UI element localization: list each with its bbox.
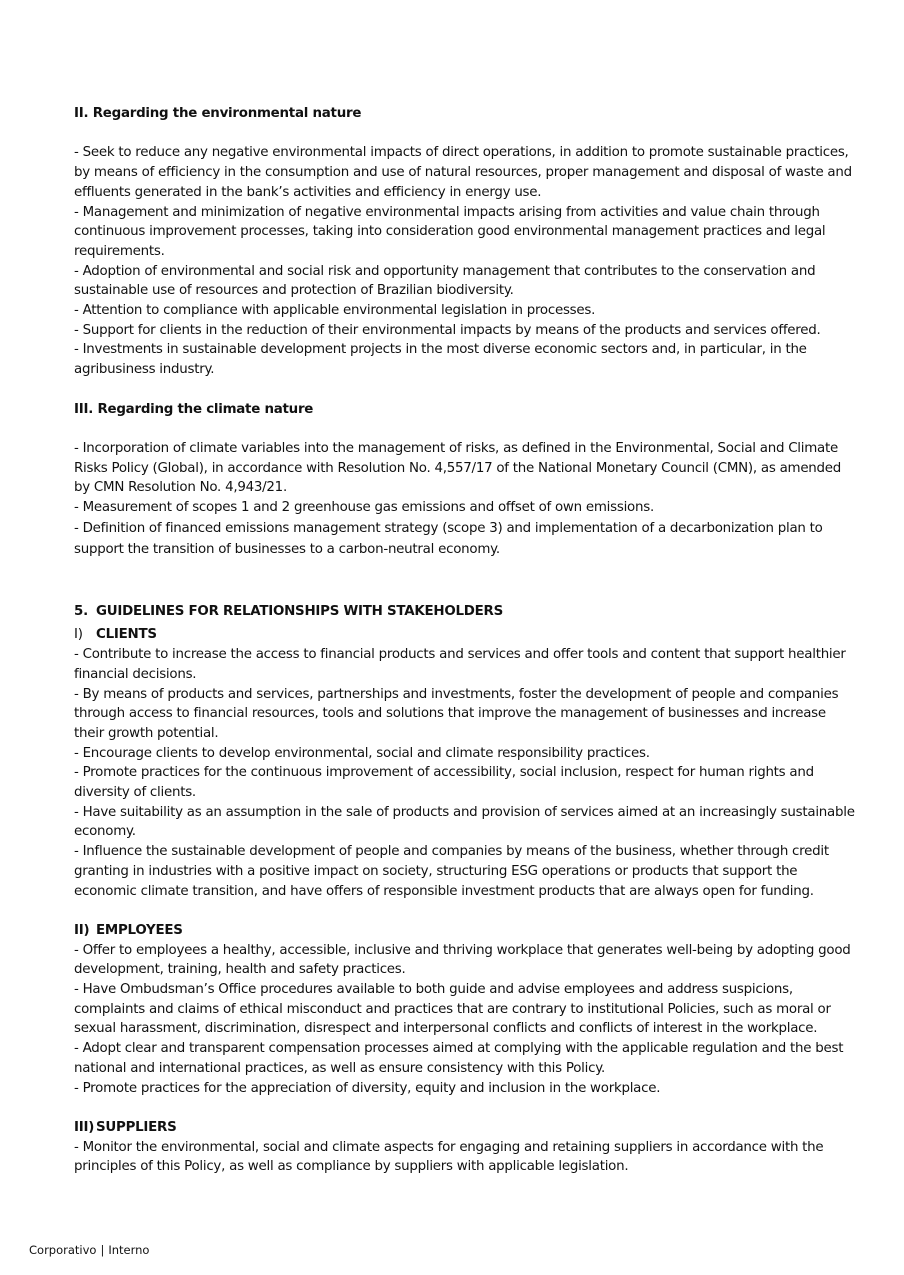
employees-roman: II) xyxy=(74,922,90,938)
footer-left: Corporativo xyxy=(29,1243,97,1257)
climate-heading: III. Regarding the climate nature xyxy=(74,401,314,417)
employees-item: - Have Ombudsman’s Office procedures available to both guide and advise employees and address suspicions, complaints and claims of ethical misconduct and practices that are contrary to institutional Policies, such as moral or sexual harassment, discrimination, disrespect and interpersonal conflicts and conflicts of interest in the workplace. xyxy=(74,982,831,1037)
clients-item: - Have suitability as an assumption in the sale of products and provision of services aimed at an increasingly sustainable economy. xyxy=(74,804,855,840)
document-body xyxy=(74,104,859,1177)
clients-item: - Contribute to increase the access to financial products and services and offer tools and content that support healthier financial decisions. xyxy=(74,647,846,682)
employees-heading-text: EMPLOYEES xyxy=(96,922,183,938)
environmental-item: - Adoption of environmental and social risk and opportunity management that contributes to the conservation and sustainable use of resources and protection of Brazilian biodiversity. xyxy=(74,263,816,299)
environmental-item: - Attention to compliance with applicable environmental legislation in processes. xyxy=(74,303,596,319)
clients-item: - By means of products and services, partnerships and investments, foster the development of people and companies through access to financial resources, tools and solutions that improve the management of businesses and increase their growth potential. xyxy=(74,686,839,741)
clients-heading xyxy=(74,625,859,645)
footer-separator: | xyxy=(100,1243,105,1257)
environmental-item: - Investments in sustainable development projects in the most diverse economic sectors and, in particular, in the agribusiness industry. xyxy=(74,342,807,378)
suppliers-roman: III) xyxy=(74,1119,95,1135)
employees-item: - Promote practices for the appreciation of diversity, equity and inclusion in the workplace. xyxy=(74,1080,661,1096)
section-number: 5. xyxy=(74,603,88,619)
section-title xyxy=(74,602,859,622)
clients-roman: I) xyxy=(74,627,83,643)
classification-footer xyxy=(29,1242,149,1258)
suppliers-heading-text: SUPPLIERS xyxy=(96,1119,177,1135)
climate-item: - Definition of financed emissions management strategy (scope 3) and implementation of a decarbonization plan to support the transition of businesses to a carbon-neutral economy. xyxy=(74,520,823,557)
environmental-heading: II. Regarding the environmental nature xyxy=(74,106,362,121)
employees-item: - Offer to employees a healthy, accessible, inclusive and thriving workplace that generates well-being by adopting good development, training, health and safety practices. xyxy=(74,942,851,978)
suppliers-heading xyxy=(74,1118,859,1138)
clients-heading-text: CLIENTS xyxy=(96,627,157,643)
employees-item: - Adopt clear and transparent compensation processes aimed at complying with the applicable regulation and the best national and international practices, as well as ensure consistency with this Policy. xyxy=(74,1041,844,1076)
clients-item: - Influence the sustainable development of people and companies by means of the business, whether through credit granting in industries with a positive impact on society, structuring ESG operations or products that support the economic climate transition, and have offers of responsible investment products that are always open for funding. xyxy=(74,844,829,899)
environmental-item: - Seek to reduce any negative environmental impacts of direct operations, in addition to promote sustainable practices, by means of efficiency in the consumption and use of natural resources, proper management and disposal of waste and effluents generated in the bank’s activities and efficiency in energy use. xyxy=(74,145,852,200)
footer-right: Interno xyxy=(108,1243,150,1257)
clients-item: - Encourage clients to develop environmental, social and climate responsibility practices. xyxy=(74,745,650,761)
climate-item: - Incorporation of climate variables into the management of risks, as defined in the Environmental, Social and Climate Risks Policy (Global), in accordance with Resolution No. 4,557/17 of the National Monetary Council (CMN), as amended by CMN Resolution No. 4,943/21. xyxy=(74,440,842,496)
environmental-item: - Management and minimization of negative environmental impacts arising from activities and value chain through continuous improvement processes, taking into consideration good environmental management practices and legal requirements. xyxy=(74,204,826,259)
climate-item: - Measurement of scopes 1 and 2 greenhouse gas emissions and offset of own emissions. xyxy=(74,500,654,516)
suppliers-item: - Monitor the environmental, social and climate aspects for engaging and retaining suppliers in accordance with the principles of this Policy, as well as compliance by suppliers with applicable legislation. xyxy=(74,1139,824,1175)
environmental-item: - Support for clients in the reduction of their environmental impacts by means of the products and services offered. xyxy=(74,322,821,338)
clients-item: - Promote practices for the continuous improvement of accessibility, social inclusion, respect for human rights and diversity of clients. xyxy=(74,765,814,801)
section-title-text: GUIDELINES FOR RELATIONSHIPS WITH STAKEHOLDERS xyxy=(96,603,503,619)
employees-heading xyxy=(74,921,859,941)
